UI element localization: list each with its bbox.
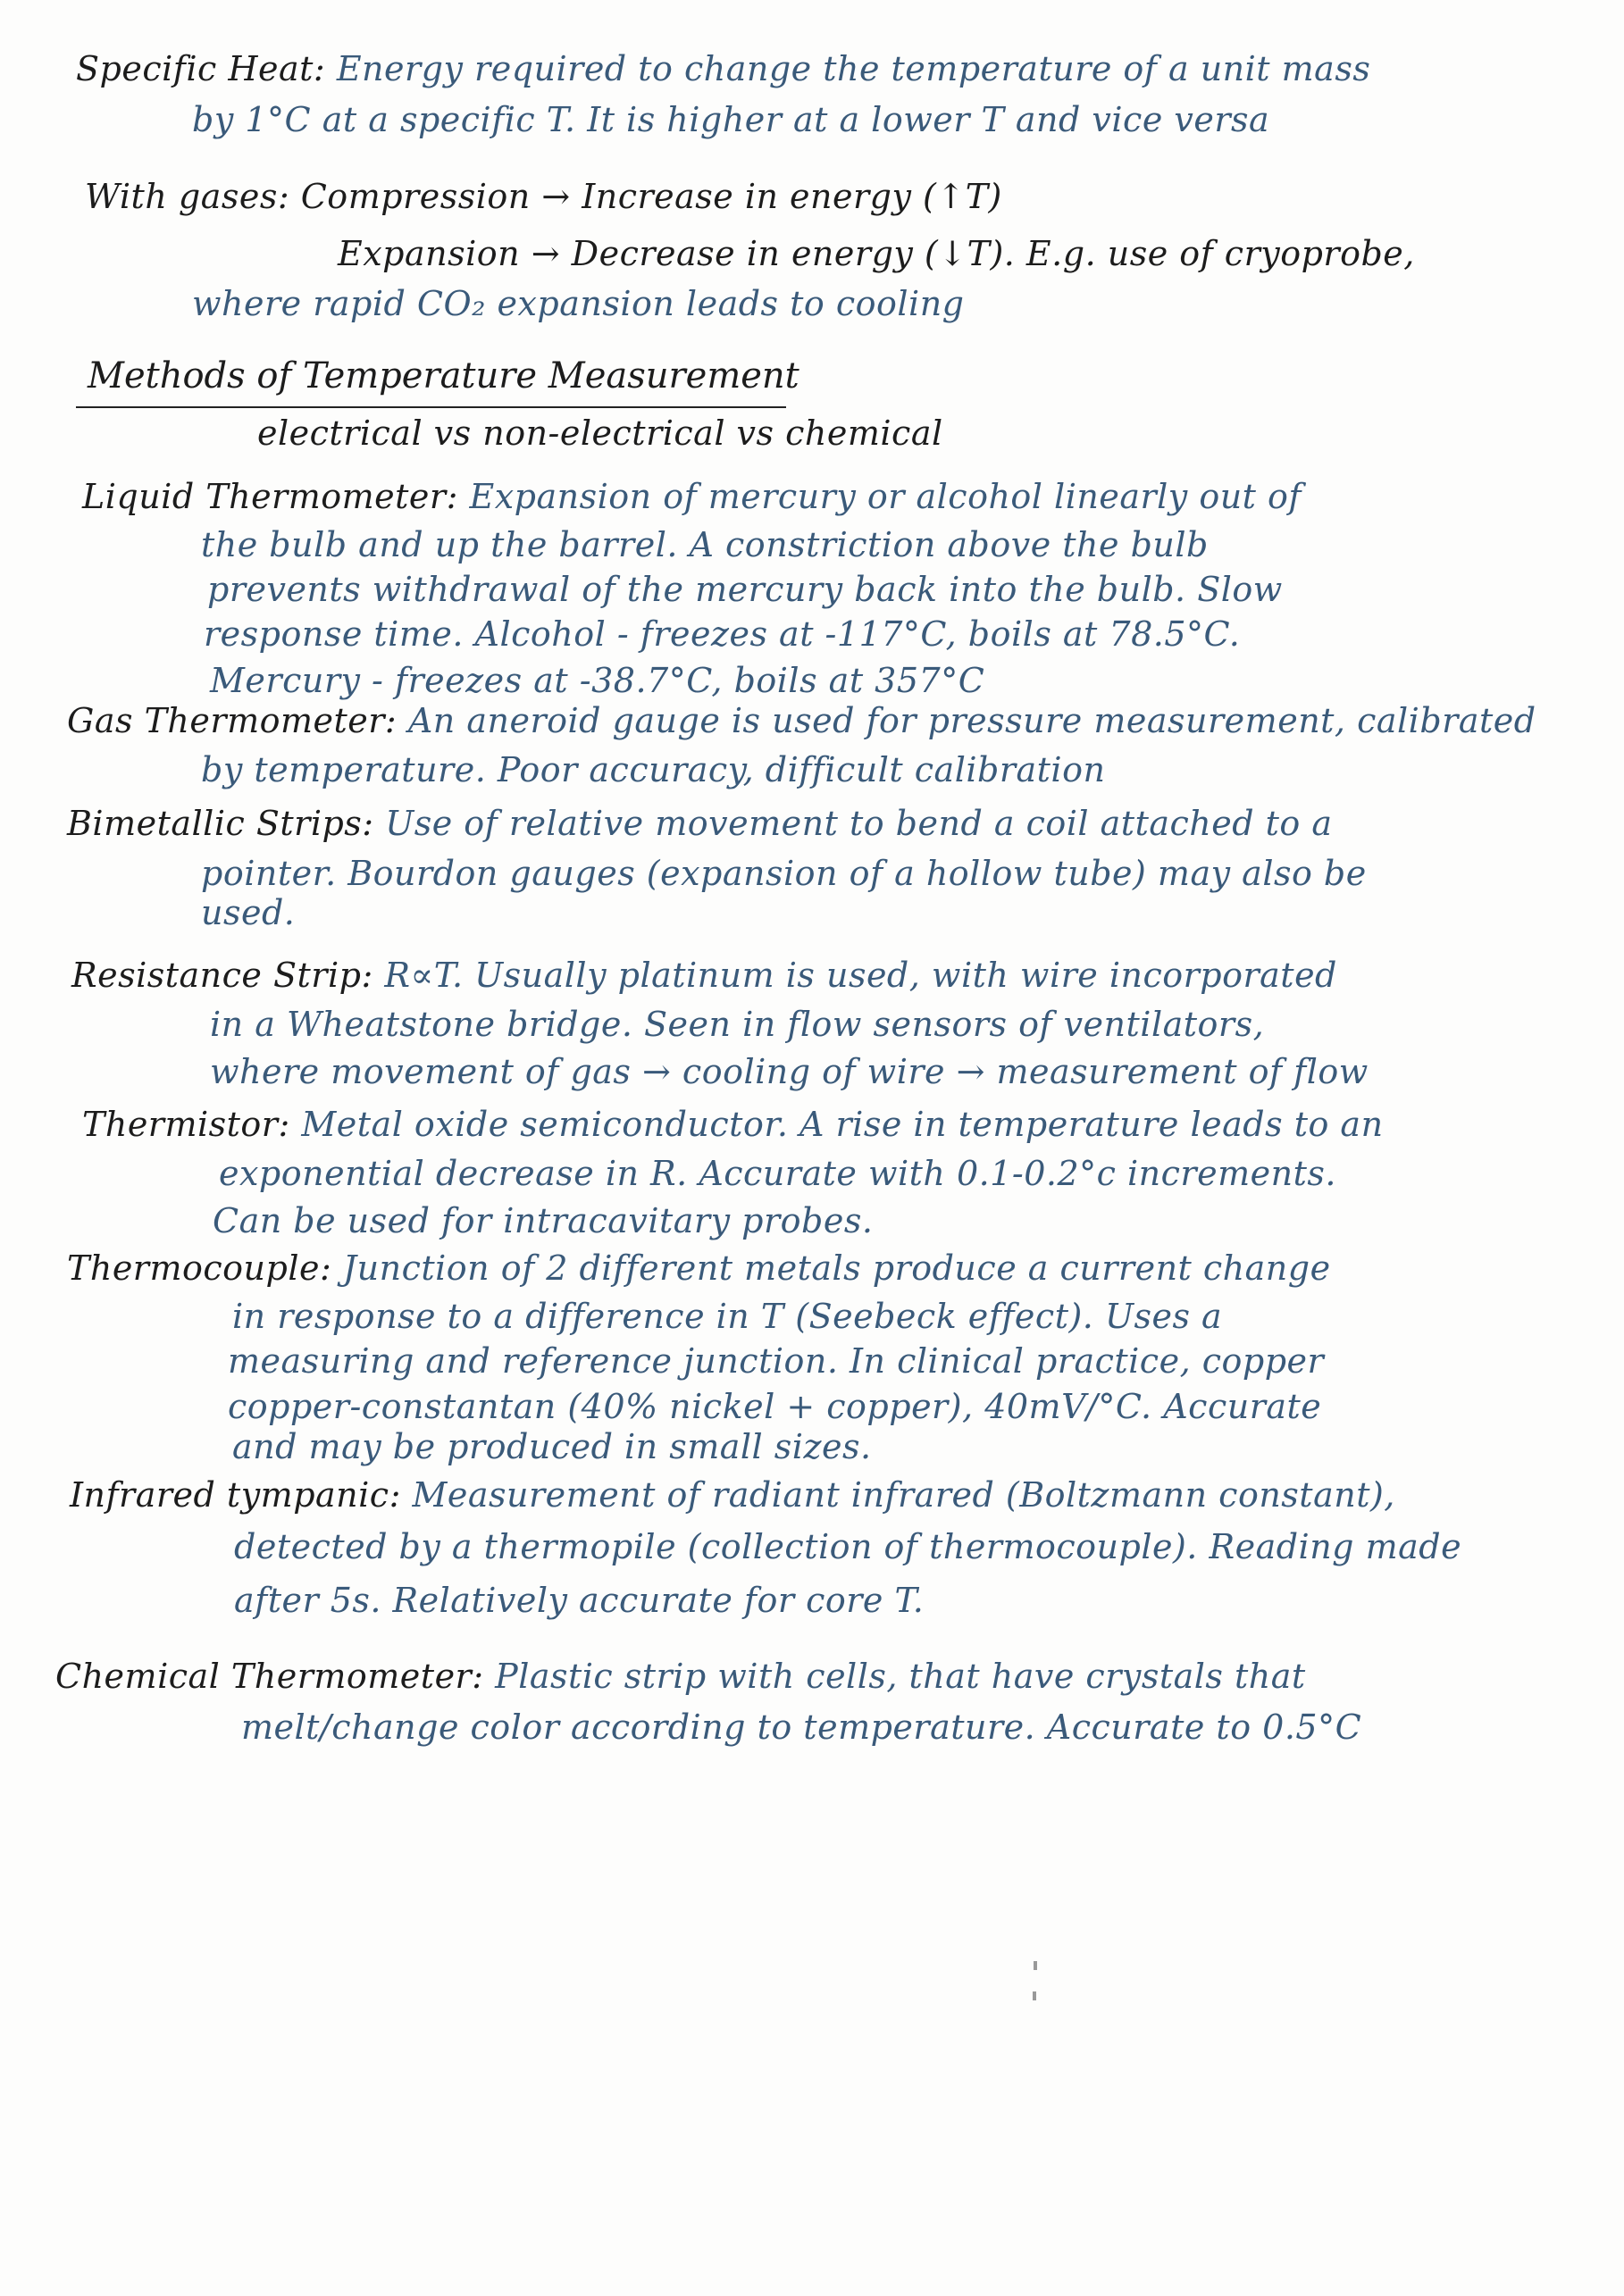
- bimetallic-line-2: pointer. Bourdon gauges (expansion of a hollow tube) may also be: [201, 854, 1367, 893]
- gases-text-1: Compression → Increase in energy (↑T): [300, 177, 1002, 216]
- specific-heat-line-2: by 1°C at a specific T. It is higher at a lower T and vice versa: [192, 100, 1270, 139]
- infrared-line-2: detected by a thermopile (collection of thermocouple). Reading made: [234, 1527, 1462, 1566]
- resistance-term: Resistance Strip:: [71, 956, 373, 995]
- thermocouple-term: Thermocouple:: [67, 1248, 332, 1288]
- paper-speck: [1033, 1991, 1036, 2000]
- thermocouple-line-2: in response to a difference in T (Seebeck effect). Uses a: [232, 1297, 1223, 1336]
- resistance-line-2: in a Wheatstone bridge. Seen in flow sensors of ventilators,: [210, 1005, 1265, 1044]
- specific-heat-text-1: Energy required to change the temperature of a unit mass: [336, 49, 1371, 88]
- gases-line-3: where rapid CO₂ expansion leads to cooling: [192, 284, 965, 323]
- thermistor-term: Thermistor:: [82, 1105, 290, 1144]
- chemical-text-1: Plastic strip with cells, that have crystals that: [495, 1657, 1306, 1696]
- resistance-line-1: [71, 956, 1337, 995]
- resistance-text-1: R∝T. Usually platinum is used, with wire incorporated: [384, 956, 1337, 995]
- thermocouple-line-1: [67, 1248, 1331, 1288]
- thermocouple-line-4: copper-constantan (40% nickel + copper), 40mV/°C. Accurate: [228, 1387, 1322, 1426]
- liquid-line-4: response time. Alcohol - freezes at -117°C, boils at 78.5°C.: [204, 614, 1241, 654]
- bimetallic-line-3: used.: [201, 893, 296, 932]
- methods-subheading: electrical vs non-electrical vs chemical: [257, 413, 943, 453]
- infrared-line-3: after 5s. Relatively accurate for core T.: [234, 1581, 925, 1620]
- infrared-term: Infrared tympanic:: [70, 1475, 401, 1515]
- thermistor-line-3: Can be used for intracavitary probes.: [213, 1201, 874, 1240]
- chemical-term: Chemical Thermometer:: [55, 1657, 484, 1696]
- thermistor-line-2: exponential decrease in R. Accurate with 0.1-0.2°c increments.: [219, 1154, 1336, 1193]
- resistance-line-3: where movement of gas → cooling of wire → measurement of flow: [210, 1052, 1369, 1091]
- liquid-line-1: [82, 477, 1302, 516]
- liquid-line-3: prevents withdrawal of the mercury back into the bulb. Slow: [207, 570, 1283, 609]
- thermistor-line-1: [82, 1105, 1384, 1144]
- thermistor-text-1: Metal oxide semiconductor. A rise in temperature leads to an: [301, 1105, 1384, 1144]
- specific-heat-term: Specific Heat:: [76, 49, 326, 88]
- gases-line-2: Expansion → Decrease in energy (↓T). E.g. use of cryoprobe,: [338, 234, 1415, 273]
- liquid-line-5: Mercury - freezes at -38.7°C, boils at 357°C: [210, 661, 985, 700]
- gas-thermometer-line-1: [67, 701, 1536, 740]
- liquid-text-1: Expansion of mercury or alcohol linearly out of: [469, 477, 1302, 516]
- liquid-term: Liquid Thermometer:: [82, 477, 458, 516]
- bimetallic-line-1: [67, 804, 1333, 843]
- liquid-line-2: the bulb and up the barrel. A constriction above the bulb: [201, 525, 1209, 564]
- infrared-text-1: Measurement of radiant infrared (Boltzmann constant),: [412, 1475, 1395, 1515]
- thermocouple-text-1: Junction of 2 different metals produce a current change: [342, 1248, 1331, 1288]
- methods-heading: Methods of Temperature Measurement: [88, 355, 799, 397]
- gas-thermometer-text-1: An aneroid gauge is used for pressure measurement, calibrated: [407, 701, 1536, 740]
- gases-line-1: [85, 177, 1002, 216]
- gas-thermometer-line-2: by temperature. Poor accuracy, difficult calibration: [201, 750, 1106, 789]
- thermocouple-line-5: and may be produced in small sizes.: [232, 1427, 872, 1466]
- specific-heat-line-1: [76, 49, 1370, 88]
- infrared-line-1: [70, 1475, 1395, 1515]
- chemical-line-1: [55, 1657, 1306, 1696]
- paper-speck: [1034, 1961, 1037, 1970]
- gases-term: With gases:: [85, 177, 290, 216]
- bimetallic-text-1: Use of relative movement to bend a coil attached to a: [385, 804, 1333, 843]
- thermocouple-line-3: measuring and reference junction. In clinical practice, copper: [228, 1341, 1325, 1381]
- bimetallic-term: Bimetallic Strips:: [67, 804, 374, 843]
- methods-heading-underline: [76, 406, 786, 408]
- chemical-line-2: melt/change color according to temperature. Accurate to 0.5°C: [241, 1707, 1362, 1747]
- gas-thermometer-term: Gas Thermometer:: [67, 701, 398, 740]
